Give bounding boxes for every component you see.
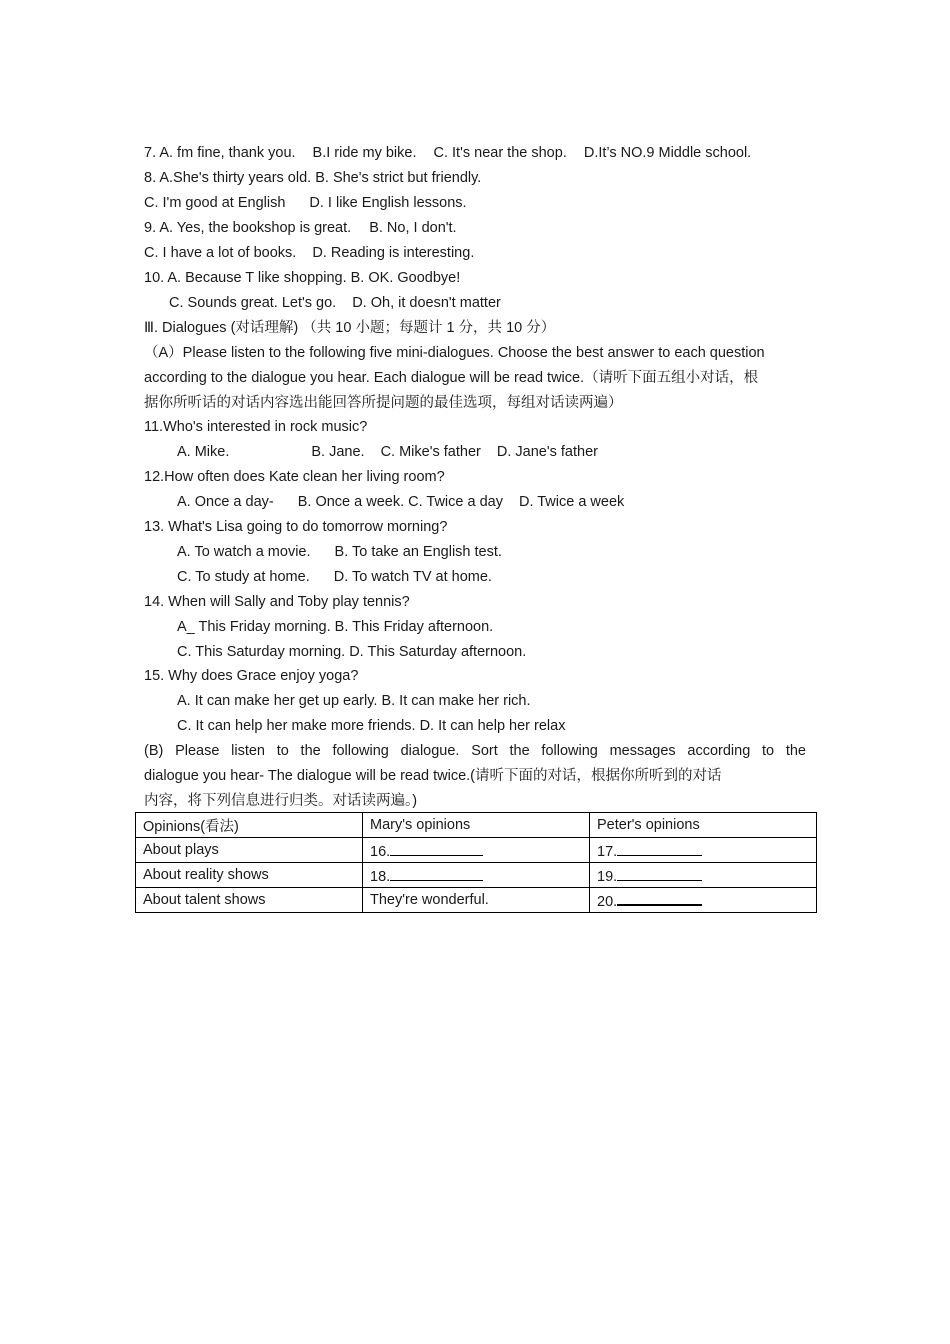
q7-option-c: C. It's near the shop. [433, 145, 567, 161]
blank-number: 16. [370, 843, 391, 860]
q11-option-b: B. Jane. [311, 444, 365, 460]
q10-option-a: 10. A. Because T like shopping. [144, 270, 347, 286]
answer-blank-17[interactable] [617, 841, 702, 856]
part-b-instruction-line3: 内容，将下列信息进行归类。对话读两遍。) [144, 793, 418, 809]
question-8-line2 [144, 193, 467, 213]
answer-blank-20[interactable] [617, 890, 702, 906]
row-label: About reality shows [136, 863, 363, 888]
question-14-options-line1: A_ This Friday morning. B. This Friday afternoon. [177, 619, 494, 635]
header-mary: Mary's opinions [363, 813, 590, 838]
answer-blank-18[interactable] [390, 866, 483, 881]
blank-number: 19. [597, 868, 618, 885]
q13-option-b: B. To take an English test. [334, 544, 502, 560]
question-13: 13. What's Lisa going to do tomorrow morning? [144, 519, 448, 535]
q7-number: 7. [144, 145, 157, 161]
table-row [136, 863, 817, 888]
q12-option-b-c: B. Once a week. C. Twice a day [297, 494, 503, 510]
answer-blank-16[interactable] [390, 841, 483, 856]
q13-option-c: C. To study at home. [177, 569, 310, 585]
q7-option-d: D.It’s NO.9 Middle school. [583, 145, 752, 161]
header-opinions: Opinions(看法) [136, 813, 363, 838]
q8-option-b: B. She's strict but friendly. [315, 170, 482, 186]
part-a-instruction-line2: according to the dialogue you hear. Each dialogue will be read twice.（请听下面五组小对话，根 [144, 370, 759, 386]
q12-option-a: A. Once a day- [177, 494, 274, 510]
q11-option-d: D. Jane's father [496, 444, 598, 460]
q13-option-a: A. To watch a movie. [177, 544, 311, 560]
q11-option-c: C. Mike's father [380, 444, 481, 460]
answer-cell-20[interactable] [590, 888, 817, 913]
part-b-instruction-line1: (B) Please listen to the following dialogue. Sort the following messages according to the [144, 743, 806, 759]
answer-cell-18[interactable] [363, 863, 590, 888]
part-a-instruction-line1: （A）Please listen to the following five mini-dialogues. Choose the best answer to each question [144, 345, 765, 361]
question-13-options-line1 [177, 542, 502, 562]
question-9-line2 [144, 243, 474, 263]
q8-option-c: C. I'm good at English [144, 195, 286, 211]
answer-blank-19[interactable] [617, 866, 702, 881]
q9-option-b: B. No, I don't. [369, 220, 457, 236]
question-7 [144, 143, 751, 163]
q9-option-a: 9. A. Yes, the bookshop is great. [144, 220, 352, 236]
question-13-options-line2 [177, 567, 492, 587]
q8-option-a: 8. A.She's thirty years old. [144, 170, 312, 186]
question-8-line1 [144, 168, 481, 188]
table-row [136, 838, 817, 863]
question-12-options [177, 492, 624, 512]
q10-option-d: D. Oh, it doesn't matter [352, 295, 501, 311]
q7-option-b: B.I ride my bike. [312, 145, 417, 161]
q7-option-a: A. fm fine, thank you. [159, 145, 296, 161]
q9-option-d: D. Reading is interesting. [312, 245, 475, 261]
q13-option-d: D. To watch TV at home. [333, 569, 492, 585]
row-label: About talent shows [136, 888, 363, 913]
question-15-options-line2: C. It can help her make more friends. D. It can help her relax [177, 718, 566, 734]
answer-cell-17[interactable] [590, 838, 817, 863]
q11-option-a: A. Mike. [177, 444, 230, 460]
row-label: About plays [136, 838, 363, 863]
question-10-line1 [144, 268, 460, 288]
blank-number: 18. [370, 868, 391, 885]
part-b-instruction-line2: dialogue you hear- The dialogue will be read twice.(请听下面的对话，根据你所听到的对话 [144, 768, 722, 784]
part-a-instruction-line3: 据你所听话的对话内容选出能回答所提问题的最佳选项，每组对话读两遍） [144, 395, 623, 411]
table-row [136, 888, 817, 913]
question-14: 14. When will Sally and Toby play tennis? [144, 594, 410, 610]
q12-option-d: D. Twice a week [518, 494, 625, 510]
q10-option-b: B. OK. Goodbye! [350, 270, 461, 286]
question-9-line1 [144, 218, 457, 238]
blank-number: 17. [597, 843, 618, 860]
question-10-line2 [169, 293, 501, 313]
header-peter: Peter's opinions [590, 813, 817, 838]
q10-option-c: C. Sounds great. Let's go. [169, 295, 337, 311]
question-11: 11.Who's interested in rock music? [144, 419, 368, 435]
q8-option-d: D. I like English lessons. [309, 195, 467, 211]
question-14-options-line2: C. This Saturday morning. D. This Saturday afternoon. [177, 644, 527, 660]
table-header-row [136, 813, 817, 838]
question-11-options [177, 442, 598, 462]
q9-option-c: C. I have a lot of books. [144, 245, 297, 261]
blank-number: 20. [597, 894, 618, 910]
section-3-heading: Ⅲ. Dialogues (对话理解) （共 10 小题；每题计 1 分，共 10 分） [144, 320, 556, 336]
answer-cell-16[interactable] [363, 838, 590, 863]
answer-cell-19[interactable] [590, 863, 817, 888]
question-15-options-line1: A. It can make her get up early. B. It can make her rich. [177, 693, 531, 709]
mary-talent-opinion: They're wonderful. [363, 888, 590, 913]
question-15: 15. Why does Grace enjoy yoga? [144, 668, 359, 684]
opinions-table [135, 812, 817, 913]
question-12: 12.How often does Kate clean her living room? [144, 469, 445, 485]
